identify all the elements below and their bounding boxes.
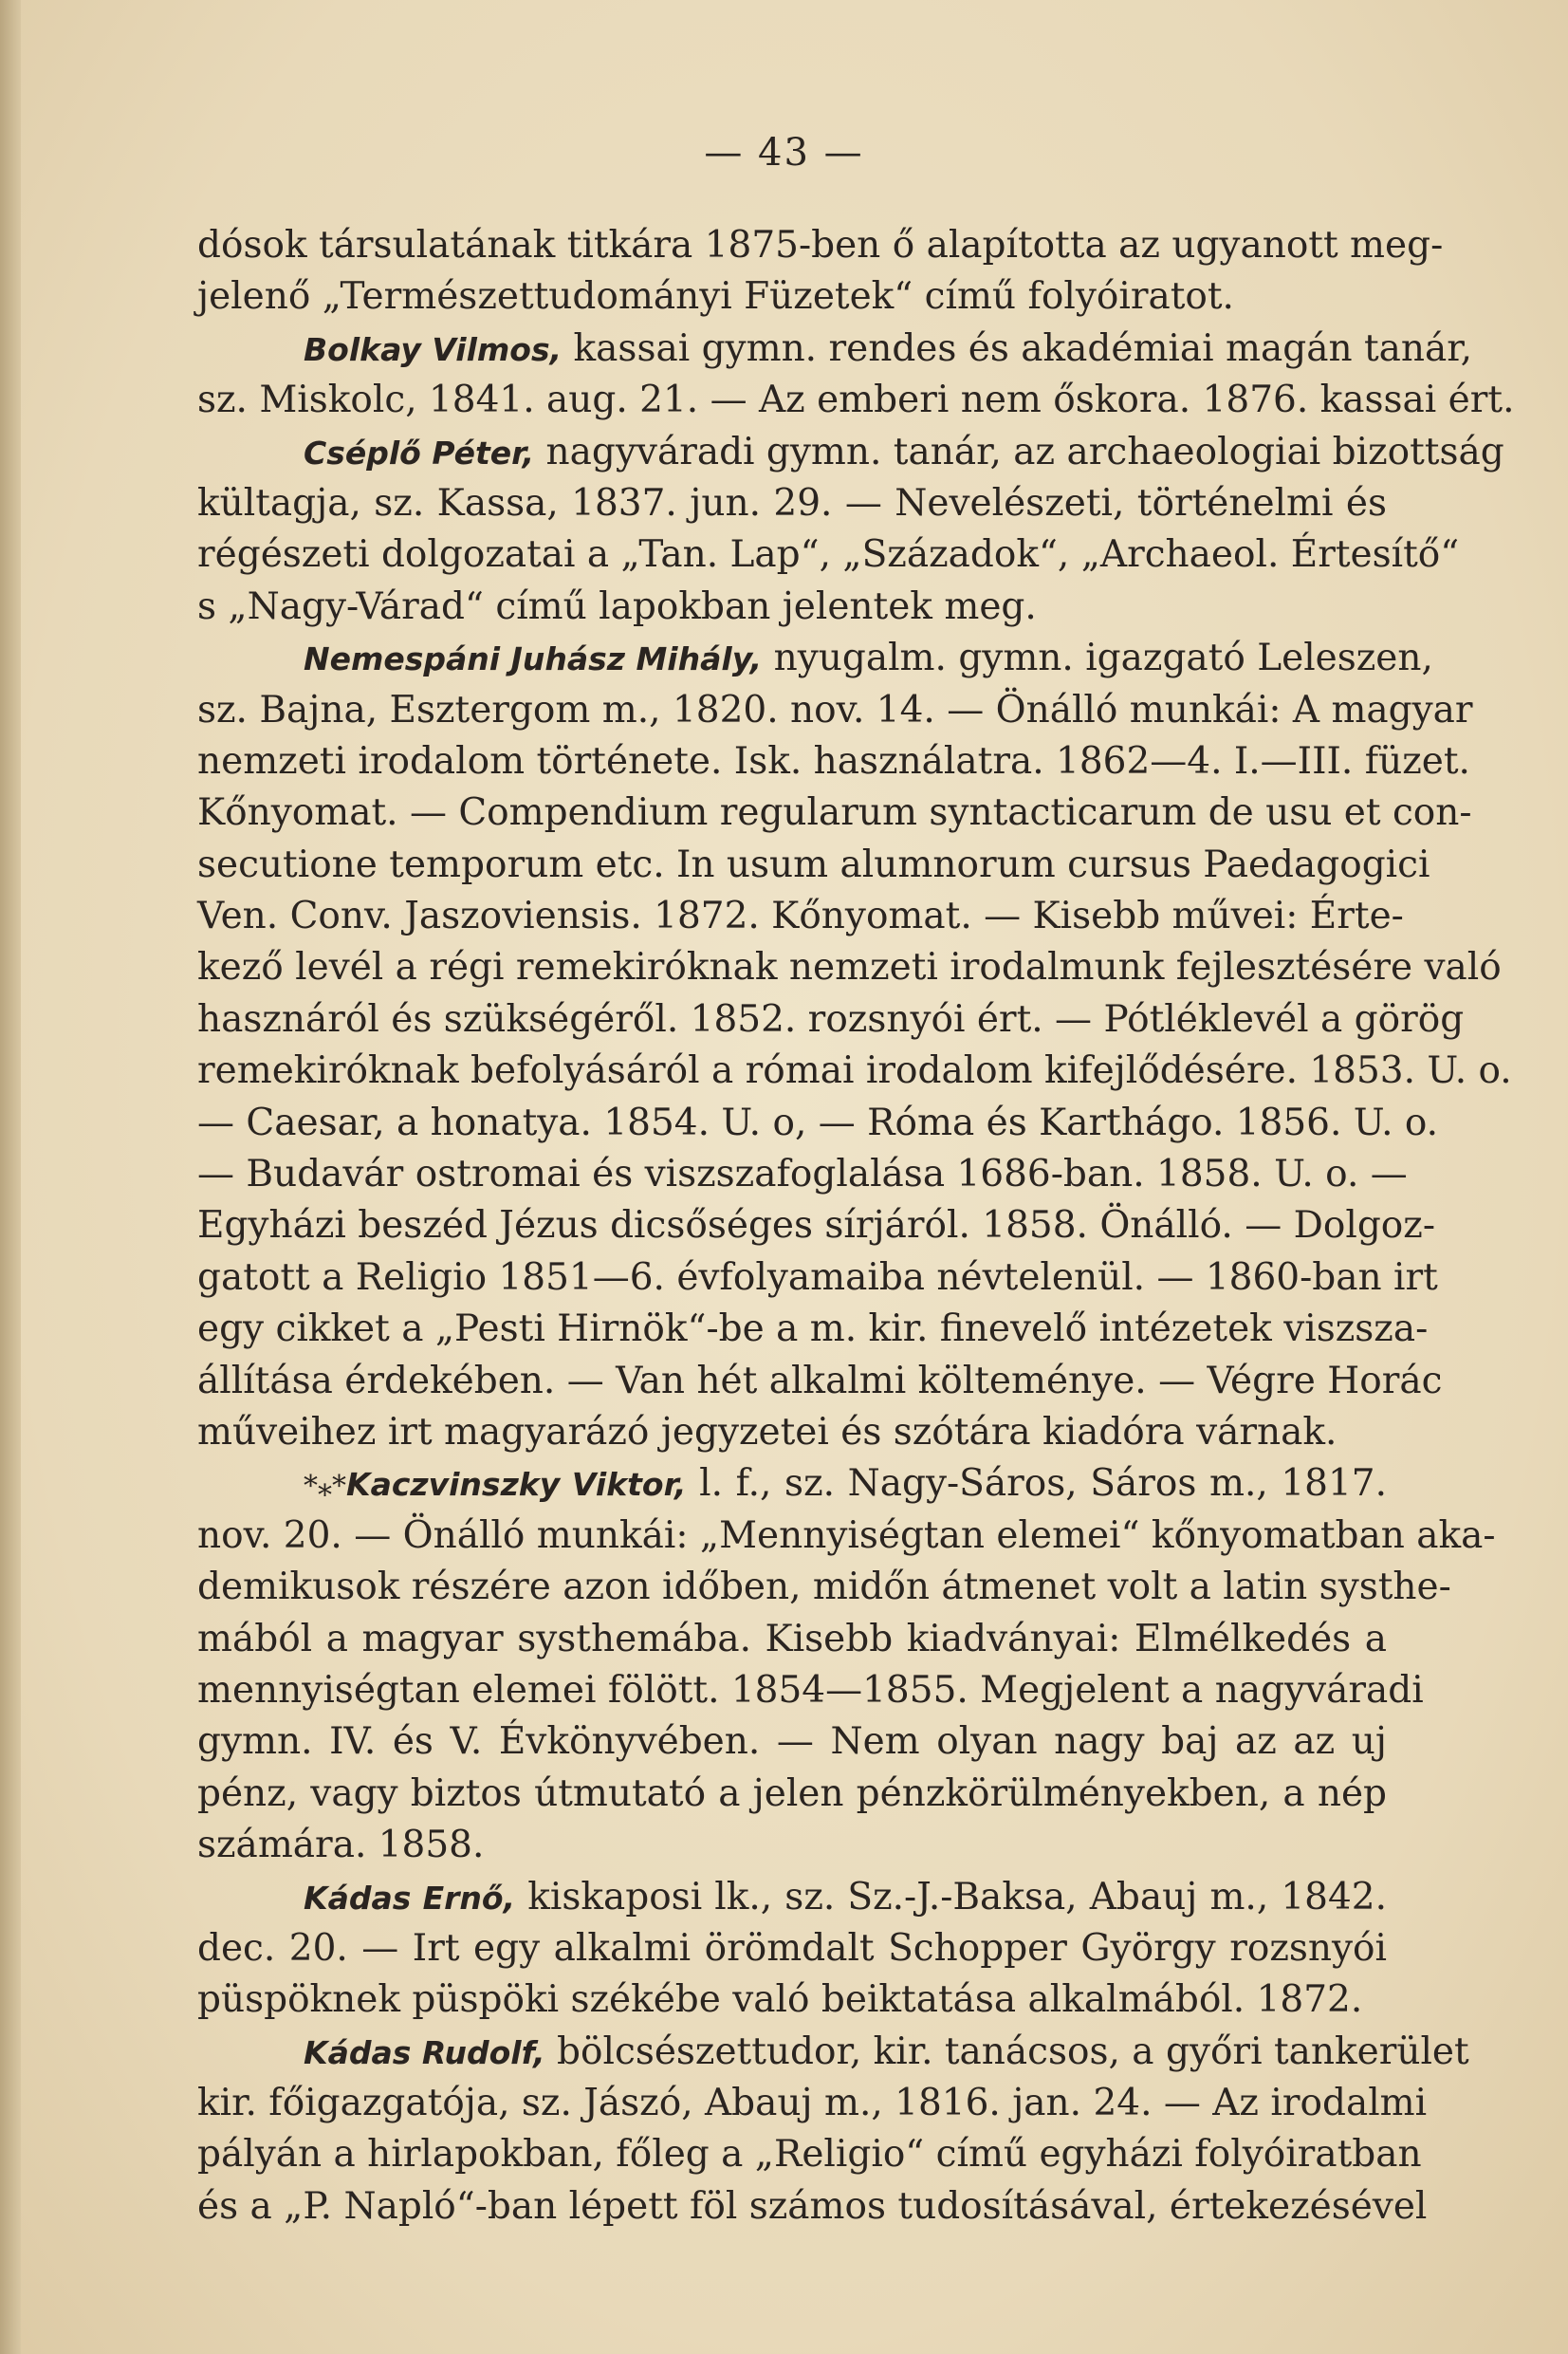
person-name: Nemespáni Juhász Mihály, bbox=[304, 640, 763, 678]
text-line bbox=[197, 1046, 1512, 1097]
person-name: Kaczvinszky Viktor, bbox=[346, 1466, 687, 1504]
text-line bbox=[197, 1458, 1387, 1510]
text-line bbox=[197, 1562, 1451, 1613]
text-line bbox=[197, 1407, 1387, 1458]
line-text: és a „P. Napló“-ban lépett föl számos tudosításával, értekezésével bbox=[197, 2184, 1428, 2228]
text-line bbox=[197, 685, 1473, 736]
line-text: állítása érdekében. — Van hét alkalmi költeménye. — Végre Horác bbox=[197, 1359, 1443, 1402]
line-text: nemzeti irodalom története. Isk. használatra. 1862—4. I.—III. füzet. bbox=[197, 739, 1470, 783]
line-text: püspöknek püspöki székébe való beiktatása alkalmából. 1872. bbox=[197, 1978, 1363, 2022]
line-text: bölcsészettudor, kir. tanácsos, a győri tankerület bbox=[544, 2030, 1469, 2073]
line-text: secutione temporum etc. In usum alumnorum cursus Paedagogici bbox=[197, 843, 1430, 886]
line-text: egy cikket a „Pesti Hirnök“-be a m. kir. finevelő intézetek viszsza- bbox=[197, 1307, 1429, 1351]
page-number: — 43 — bbox=[704, 131, 864, 175]
text-line bbox=[197, 1356, 1443, 1407]
line-text: demikusok részére azon időben, midőn átmenet volt a latin systhe- bbox=[197, 1566, 1451, 1609]
line-text: — Caesar, a honatya. 1854. U. o, — Róma és Karthágo. 1856. U. o. bbox=[197, 1101, 1439, 1144]
text-line bbox=[197, 633, 1433, 684]
text-line bbox=[197, 582, 1387, 633]
line-text: nyugalm. gymn. igazgató Leleszen, bbox=[762, 637, 1433, 680]
line-text: dósok társulatának titkára 1875-ben ő alapította az ugyanott meg- bbox=[197, 224, 1444, 267]
line-text: remekiróknak befolyásáról a római irodalom kifejlődésére. 1853. U. o. bbox=[197, 1049, 1512, 1093]
text-line bbox=[197, 1820, 1387, 1871]
text-line bbox=[197, 788, 1472, 839]
text-line bbox=[197, 1149, 1408, 1200]
line-text: nov. 20. — Önálló munkái: „Mennyiségtan elemei“ kőnyomatban aka- bbox=[197, 1513, 1496, 1557]
asterism-mark: *⁎* bbox=[304, 1470, 346, 1504]
text-line bbox=[197, 271, 1387, 323]
text-line bbox=[197, 840, 1430, 891]
text-line bbox=[197, 478, 1387, 529]
line-text: számára. 1858. bbox=[197, 1824, 485, 1867]
text-line bbox=[197, 1511, 1496, 1562]
line-text: mából a magyar systhemába. Kisebb kiadványai: Elmélkedés a bbox=[197, 1617, 1387, 1660]
text-line bbox=[197, 994, 1465, 1046]
line-text: gymn. IV. és V. Évkönyvében. — Nem olyan nagy baj az az uj bbox=[197, 1720, 1387, 1764]
text-line bbox=[197, 942, 1502, 993]
line-text: l. f., sz. Nagy-Sáros, Sáros m., 1817. bbox=[686, 1462, 1387, 1506]
text-line bbox=[197, 736, 1470, 788]
page-spine-shadow bbox=[0, 0, 21, 2354]
line-text: hasznáról és szükségéről. 1852. rozsnyói ért. — Pótléklevél a görög bbox=[197, 997, 1465, 1041]
body-text bbox=[197, 220, 1515, 2233]
line-text: kiskaposi lk., sz. Sz.-J.-Baksa, Abauj m., 1842. bbox=[515, 1875, 1387, 1918]
line-text: jelenő „Természettudományi Füzetek“ című folyóiratot. bbox=[197, 275, 1234, 319]
line-text: Kőnyomat. — Compendium regularum syntacticarum de usu et con- bbox=[197, 791, 1472, 835]
text-line bbox=[197, 1665, 1424, 1716]
text-line bbox=[197, 1872, 1387, 1923]
text-line bbox=[197, 324, 1473, 375]
line-text: s „Nagy-Várad“ című lapokban jelentek meg. bbox=[197, 584, 1037, 628]
text-line bbox=[197, 1716, 1387, 1768]
text-line bbox=[197, 2129, 1422, 2180]
line-text: Ven. Conv. Jaszoviensis. 1872. Kőnyomat. — Kisebb művei: Érte- bbox=[197, 895, 1404, 938]
line-text: mennyiségtan elemei fölött. 1854—1855. Megjelent a nagyváradi bbox=[197, 1668, 1424, 1712]
line-text: kültagja, sz. Kassa, 1837. jun. 29. — Nevelészeti, történelmi és bbox=[197, 481, 1387, 525]
line-text: sz. Miskolc, 1841. aug. 21. — Az emberi nem őskora. 1876. kassai ért. bbox=[197, 379, 1515, 422]
text-line bbox=[197, 529, 1460, 581]
text-line bbox=[197, 1200, 1435, 1251]
line-text: kir. főigazgatója, sz. Jászó, Abauj m., 1816. jan. 24. — Az irodalmi bbox=[197, 2082, 1428, 2125]
text-line bbox=[197, 2027, 1469, 2078]
person-name: Bolkay Vilmos, bbox=[304, 330, 563, 368]
text-line bbox=[197, 2078, 1428, 2129]
person-name: Kádas Ernő, bbox=[304, 1879, 516, 1917]
line-text: — Budavár ostromai és viszszafoglalása 1686-ban. 1858. U. o. — bbox=[197, 1153, 1408, 1196]
text-line bbox=[197, 1923, 1387, 1974]
text-line bbox=[197, 2181, 1428, 2233]
text-line bbox=[197, 375, 1515, 426]
line-text: régészeti dolgozatai a „Tan. Lap“, „Századok“, „Archaeol. Értesítő“ bbox=[197, 533, 1460, 577]
line-text: pénz, vagy biztos útmutató a jelen pénzkörülményekben, a nép bbox=[197, 1771, 1387, 1815]
line-text: pályán a hirlapokban, főleg a „Religio“ című egyházi folyóiratban bbox=[197, 2133, 1422, 2177]
line-text: dec. 20. — Irt egy alkalmi örömdalt Schopper György rozsnyói bbox=[197, 1926, 1387, 1970]
person-name: Cséplő Péter, bbox=[304, 434, 535, 472]
line-text: kező levél a régi remekiróknak nemzeti irodalmunk fejlesztésére való bbox=[197, 946, 1502, 990]
text-line bbox=[197, 220, 1444, 271]
line-text: gatott a Religio 1851—6. évfolyamaiba névtelenül. — 1860-ban irt bbox=[197, 1255, 1438, 1299]
text-line bbox=[197, 1098, 1439, 1149]
line-text: műveihez irt magyarázó jegyzetei és szótára kiadóra várnak. bbox=[197, 1410, 1337, 1454]
person-name: Kádas Rudolf, bbox=[304, 2033, 545, 2071]
text-line bbox=[197, 1769, 1387, 1820]
text-line bbox=[197, 427, 1504, 478]
line-text: nagyváradi gymn. tanár, az archaeologiai bizottság bbox=[534, 430, 1504, 473]
text-line bbox=[197, 1252, 1438, 1304]
text-line bbox=[197, 1614, 1387, 1665]
line-text: kassai gymn. rendes és akadémiai magán tanár, bbox=[562, 326, 1473, 370]
text-line bbox=[197, 1974, 1387, 2026]
line-text: sz. Bajna, Esztergom m., 1820. nov. 14. — Önálló munkái: A magyar bbox=[197, 688, 1473, 732]
text-line bbox=[197, 891, 1404, 942]
line-text: Egyházi beszéd Jézus dicsőséges sírjáról. 1858. Önálló. — Dolgoz- bbox=[197, 1204, 1435, 1248]
text-line bbox=[197, 1304, 1429, 1355]
